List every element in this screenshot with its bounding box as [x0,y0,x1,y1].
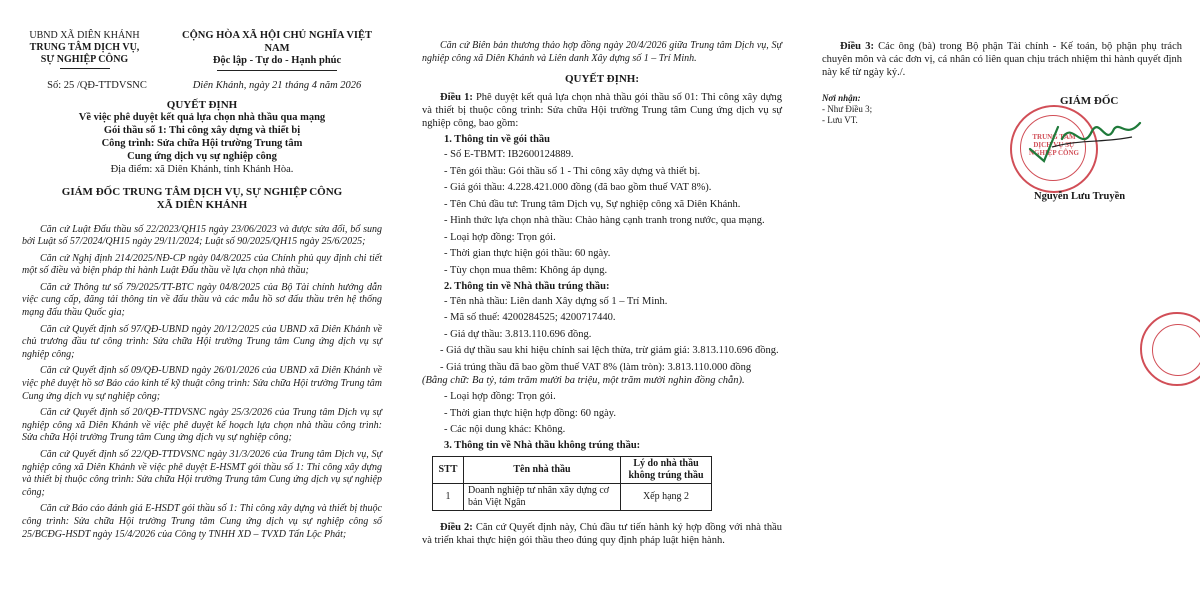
subject-line: Địa điểm: xã Diên Khánh, tỉnh Khánh Hòa. [110,163,294,175]
doc-title: QUYẾT ĐỊNH [166,98,238,111]
section-heading: 3. Thông tin về Nhà thầu không trúng thầu: [444,440,641,452]
signer-title: GIÁM ĐỐC [1060,95,1119,107]
place-date: Diên Khánh, ngày 21 tháng 4 năm 2026 [192,79,362,91]
legal-basis: Căn cứ Quyết định số 22/QĐ-TTDVSNC ngày 31/3/2026 của Trung tâm Dịch vụ, Sự nghiệp công xã Diên Khánh về việc phê duyệt E-HSMT gói thầu số 1: Thi công xây dựng và thiết bị thuộc công trình: Sửa chữa Hội trường Trung tâm Cung ứng dịch vụ sự nghiệp công; [22,449,382,498]
column-header: Lý do nhà thầu không trúng thầu [621,457,712,484]
info-item: - Giá dự thầu sau khi hiệu chỉnh sai lệch thừa, trừ giảm giá: 3.813.110.696 đồng. [440,345,779,357]
section-heading: 2. Thông tin về Nhà thầu trúng thầu: [444,280,610,292]
info-item: - Các nội dung khác: Không. [444,424,566,436]
nation-line: CỘNG HÒA XÃ HỘI CHỦ NGHĨA VIỆT NAM [182,30,372,54]
winner-info [422,295,782,437]
info-item: - Số E-TBMT: IB2600124889. [444,149,574,161]
article-1 [422,91,782,130]
doc-meta [22,79,382,92]
legal-basis: Căn cứ Biên bản thương thảo hợp đồng ngày 20/4/2026 giữa Trung tâm Dịch vụ, Sự nghiệp công xã Diên Khánh và Liên danh Xây dựng số 1 – Trí Minh. [422,40,782,64]
amount-in-words: (Bằng chữ: Ba tỷ, tám trăm mười ba triệu, một trăm mười nghìn đồng chẵn). [422,374,745,386]
article-3 [822,40,1182,79]
seal-text: TRUNG TÂM DỊCH VỤ SỰ NGHIỆP CÔNG [1029,133,1079,157]
legal-basis: Căn cứ Nghị định 214/2025/NĐ-CP ngày 04/8/2025 của Chính phủ quy định chi tiết một số điều và biện pháp thi hành Luật Đấu thầu về lựa chọn nhà thầu; [22,252,382,277]
info-item: - Tên Chủ đầu tư: Trung tâm Dịch vụ, Sự nghiệp công xã Diên Khánh. [444,198,741,210]
info-item: - Giá trúng thầu đã bao gồm thuế VAT 8% (làm tròn): 3.813.110.000 đồng [440,361,752,373]
decides-heading: QUYẾT ĐỊNH: [564,73,640,86]
package-info [444,148,782,277]
info-item: - Hình thức lựa chọn nhà thầu: Chào hàng cạnh tranh trong nước, qua mạng. [444,215,765,227]
divider [60,68,110,69]
recipient-item: - Như Điều 3; [822,104,873,114]
article-label: Điều 2: [440,522,473,534]
table-row [433,484,712,511]
section-heading: 1. Thông tin về gói thầu [444,134,550,146]
subject-line: Công trình: Sửa chữa Hội trường Trung tâm [101,137,303,149]
recipients [822,93,872,126]
subject-line: Cung ứng dịch vụ sự nghiệp công [127,150,277,162]
article-text: Phê duyệt kết quả lựa chọn nhà thầu gói thầu số 01: Thi công xây dựng và thiết bị thuộc công trình: Sửa chữa Hội trường Trung tâm Cung ứng dịch vụ sự nghiệp công, bao gồm: [422,92,782,130]
handwritten-signature [1022,109,1152,169]
authority [22,186,382,212]
legal-basis: Căn cứ Luật Đấu thầu số 22/2023/QH15 ngày 23/06/2023 và được sửa đổi, bổ sung bởi Luật số 57/2024/QH15 ngày 29/11/2024; Luật số 90/2025/QH15 ngày 25/6/2025; [22,223,382,248]
org-line: TRUNG TÂM DỊCH VỤ, [29,42,140,53]
national-motto [172,30,382,71]
page-2 [400,0,800,616]
signature-block [822,93,1182,213]
page-seal-partial [1140,312,1200,386]
info-item: - Loại hợp đồng: Trọn gói. [444,391,556,403]
subject-line: Về việc phê duyệt kết quả lựa chọn nhà thầu qua mạng [78,111,326,123]
org-line: SỰ NGHIỆP CÔNG [40,54,129,65]
doc-number: Số: 25 /QĐ-TTDVSNC [47,79,147,91]
recipients-title: Nơi nhận: [822,93,861,103]
article-text: Các ông (bà) trong Bộ phận Tài chính - Kế toán, bộ phận phụ trách chuyên môn và các đơn vị, cá nhân có liên quan chịu trách nhiệm thi hành quyết định này kể từ ngày ký./. [822,41,1182,78]
org-line: UBND XÃ DIÊN KHÁNH [29,30,140,41]
info-item: - Thời gian thực hiện hợp đồng: 60 ngày. [444,407,616,419]
info-item: - Loại hợp đồng: Trọn gói. [444,231,556,243]
authority-line: GIÁM ĐỐC TRUNG TÂM DỊCH VỤ, SỰ NGHIỆP CÔNG [61,185,343,198]
cell-stt: 1 [433,484,464,511]
nation-line: Độc lập - Tự do - Hạnh phúc [212,55,342,66]
info-item: - Tên nhà thầu: Liên danh Xây dựng số 1 – Trí Minh. [444,295,668,307]
column-header: Tên nhà thầu [464,457,621,484]
info-item: - Tên gói thầu: Gói thầu số 1 - Thi công xây dựng và thiết bị. [444,165,701,177]
info-item: - Giá dự thầu: 3.813.110.696 đồng. [444,328,592,340]
column-header: STT [433,457,464,484]
info-item: - Mã số thuế: 4200284525; 4200717440. [444,312,616,324]
cell-reason: Xếp hạng 2 [621,484,712,511]
authority-line: XÃ DIÊN KHÁNH [156,198,248,211]
article-label: Điều 1: [440,92,473,104]
table-header-row [433,457,712,484]
legal-basis: Căn cứ Quyết định số 97/QĐ-UBND ngày 20/12/2025 của UBND xã Diên Khánh về chủ trương đầu tư công trình: Sửa chữa Hội trường Trung tâm Cung ứng dịch vụ sự nghiệp công; [22,323,382,360]
page-3 [800,0,1200,616]
page-1 [0,0,400,616]
legal-basis: Căn cứ Quyết định số 20/QĐ-TTDVSNC ngày 25/3/2026 của Trung tâm Dịch vụ sự nghiệp công xã Diên Khánh về việc phê duyệt kế hoạch lựa chọn nhà thầu công trình: Sửa chữa Hội trường Trung tâm Cung ứng dịch vụ sự nghiệp công; [22,407,382,444]
signer-name: Nguyễn Lưu Truyền [1034,191,1126,202]
seal-inner-ring [1152,324,1200,376]
doc-subject [22,111,382,176]
losing-bidders-table [432,456,712,511]
article-text: Căn cứ Quyết định này, Chủ đầu tư tiến hành ký hợp đồng với nhà thầu và triển khai thực hiện gói thầu theo đúng quy định pháp luật hiện hành. [422,522,783,547]
article-2 [422,521,782,547]
legal-bases [22,224,382,542]
recipient-item: - Lưu VT. [822,115,858,125]
legal-basis: Căn cứ Quyết định số 09/QĐ-UBND ngày 26/01/2026 của UBND xã Diên Khánh về việc phê duyệt hồ sơ Báo cáo kinh tế kỹ thuật công trình: Sửa chữa Hội trường Trung tâm Cung ứng dịch vụ sự nghiệp công; [22,365,382,402]
legal-basis: Căn cứ Thông tư số 79/2025/TT-BTC ngày 04/8/2025 của Bộ Tài chính hướng dẫn việc cung cấp, đăng tải thông tin về đấu thầu và các mẫu hồ sơ đấu thầu trên hệ thống mạng đấu thầu Quốc gia; [22,281,382,319]
info-item: - Tùy chọn mua thêm: Không áp dụng. [444,264,608,276]
divider [217,70,337,71]
subject-line: Gói thầu số 1: Thi công xây dựng và thiết bị [103,124,301,136]
doc-header [22,30,382,71]
legal-basis: Căn cứ Báo cáo đánh giá E-HSDT gói thầu số 1: Thi công xây dựng và thiết bị thuộc công trình: Sửa chữa Hội trường Trung tâm Cung ứng dịch vụ sự nghiệp công số 25/BCĐG-HSDT ngày 15/4/2026 của Công ty TNHH XD – TVXD Tấn Lộc Phát; [22,503,382,540]
issuing-org [22,30,147,71]
article-label: Điều 3: [840,41,874,52]
cell-name: Doanh nghiệp tư nhân xây dựng cơ bản Việt Ngân [464,484,621,511]
info-item: - Giá gói thầu: 4.228.421.000 đồng (đã bao gồm thuế VAT 8%). [444,182,712,194]
info-item: - Thời gian thực hiện gói thầu: 60 ngày. [444,248,611,260]
